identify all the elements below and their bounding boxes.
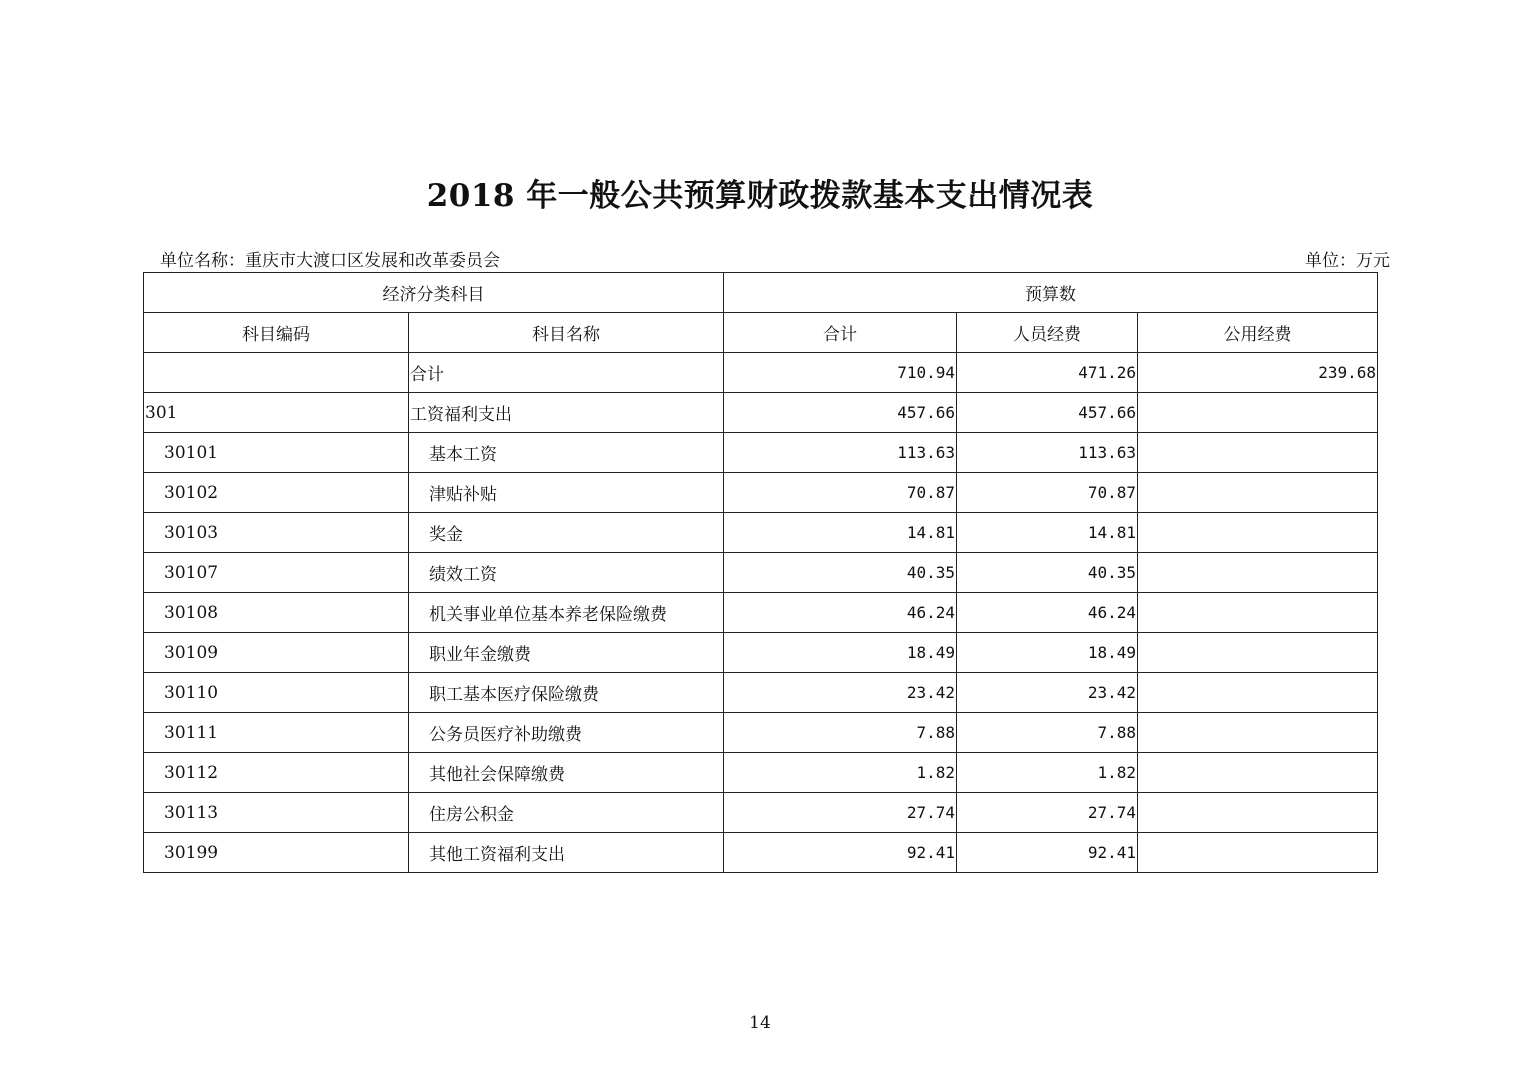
row-personnel: 14.81 [957, 513, 1138, 553]
header-personnel: 人员经费 [957, 313, 1138, 353]
row-public [1138, 473, 1378, 513]
row-personnel: 23.42 [957, 673, 1138, 713]
row-public [1138, 513, 1378, 553]
row-name: 职业年金缴费 [409, 633, 724, 673]
row-code: 30109 [144, 633, 409, 673]
unit-label: 单位：万元 [1305, 251, 1390, 271]
row-code: 30111 [144, 713, 409, 753]
row-public [1138, 793, 1378, 833]
table-row [144, 633, 1378, 673]
row-public [1138, 753, 1378, 793]
row-total: 92.41 [724, 833, 957, 873]
row-total: 70.87 [724, 473, 957, 513]
row-personnel: 457.66 [957, 393, 1138, 433]
table-row [144, 393, 1378, 433]
row-personnel: 7.88 [957, 713, 1138, 753]
row-name: 住房公积金 [409, 793, 724, 833]
row-personnel: 40.35 [957, 553, 1138, 593]
table-row [144, 553, 1378, 593]
unit-name: 单位名称：重庆市大渡口区发展和改革委员会 [160, 251, 500, 271]
header-budget: 预算数 [724, 273, 1378, 313]
row-public: 239.68 [1138, 353, 1378, 393]
row-total: 1.82 [724, 753, 957, 793]
table-row [144, 713, 1378, 753]
row-total: 27.74 [724, 793, 957, 833]
row-code: 30112 [144, 753, 409, 793]
row-name: 其他社会保障缴费 [409, 753, 724, 793]
row-public [1138, 393, 1378, 433]
row-total: 457.66 [724, 393, 957, 433]
header-public: 公用经费 [1138, 313, 1378, 353]
row-personnel: 113.63 [957, 433, 1138, 473]
row-name: 合计 [409, 353, 724, 393]
row-total: 23.42 [724, 673, 957, 713]
header-code: 科目编码 [144, 313, 409, 353]
row-code: 30101 [144, 433, 409, 473]
row-code: 301 [144, 393, 409, 433]
row-personnel: 92.41 [957, 833, 1138, 873]
header-row-columns [144, 313, 1378, 353]
header-name: 科目名称 [409, 313, 724, 353]
row-name: 基本工资 [409, 433, 724, 473]
row-public [1138, 633, 1378, 673]
row-code: 30102 [144, 473, 409, 513]
table-row [144, 833, 1378, 873]
row-public [1138, 713, 1378, 753]
row-personnel: 46.24 [957, 593, 1138, 633]
row-code: 30199 [144, 833, 409, 873]
table-row [144, 353, 1378, 393]
row-personnel: 27.74 [957, 793, 1138, 833]
page-number: 14 [749, 1013, 771, 1033]
row-public [1138, 553, 1378, 593]
row-public [1138, 673, 1378, 713]
header-row-group [144, 273, 1378, 313]
row-name: 职工基本医疗保险缴费 [409, 673, 724, 713]
row-name: 奖金 [409, 513, 724, 553]
table-row [144, 753, 1378, 793]
row-code: 30103 [144, 513, 409, 553]
row-total: 14.81 [724, 513, 957, 553]
row-total: 46.24 [724, 593, 957, 633]
row-total: 710.94 [724, 353, 957, 393]
row-total: 113.63 [724, 433, 957, 473]
row-name: 绩效工资 [409, 553, 724, 593]
header-econ-class: 经济分类科目 [144, 273, 724, 313]
page-title: 2018 年一般公共预算财政拨款基本支出情况表 [426, 178, 1094, 214]
row-name: 机关事业单位基本养老保险缴费 [409, 593, 724, 633]
row-name: 工资福利支出 [409, 393, 724, 433]
header-total: 合计 [724, 313, 957, 353]
table-row [144, 433, 1378, 473]
row-code: 30110 [144, 673, 409, 713]
row-name: 津贴补贴 [409, 473, 724, 513]
table-row [144, 593, 1378, 633]
table-row [144, 673, 1378, 713]
table-body [144, 353, 1378, 873]
row-personnel: 18.49 [957, 633, 1138, 673]
row-public [1138, 833, 1378, 873]
row-personnel: 1.82 [957, 753, 1138, 793]
table-row [144, 473, 1378, 513]
row-public [1138, 593, 1378, 633]
row-code: 30113 [144, 793, 409, 833]
row-personnel: 471.26 [957, 353, 1138, 393]
row-total: 40.35 [724, 553, 957, 593]
table-row [144, 793, 1378, 833]
row-code: 30107 [144, 553, 409, 593]
row-public [1138, 433, 1378, 473]
table-row [144, 513, 1378, 553]
budget-table [143, 272, 1378, 873]
row-name: 其他工资福利支出 [409, 833, 724, 873]
row-personnel: 70.87 [957, 473, 1138, 513]
row-total: 7.88 [724, 713, 957, 753]
row-code [144, 353, 409, 393]
row-name: 公务员医疗补助缴费 [409, 713, 724, 753]
row-total: 18.49 [724, 633, 957, 673]
row-code: 30108 [144, 593, 409, 633]
